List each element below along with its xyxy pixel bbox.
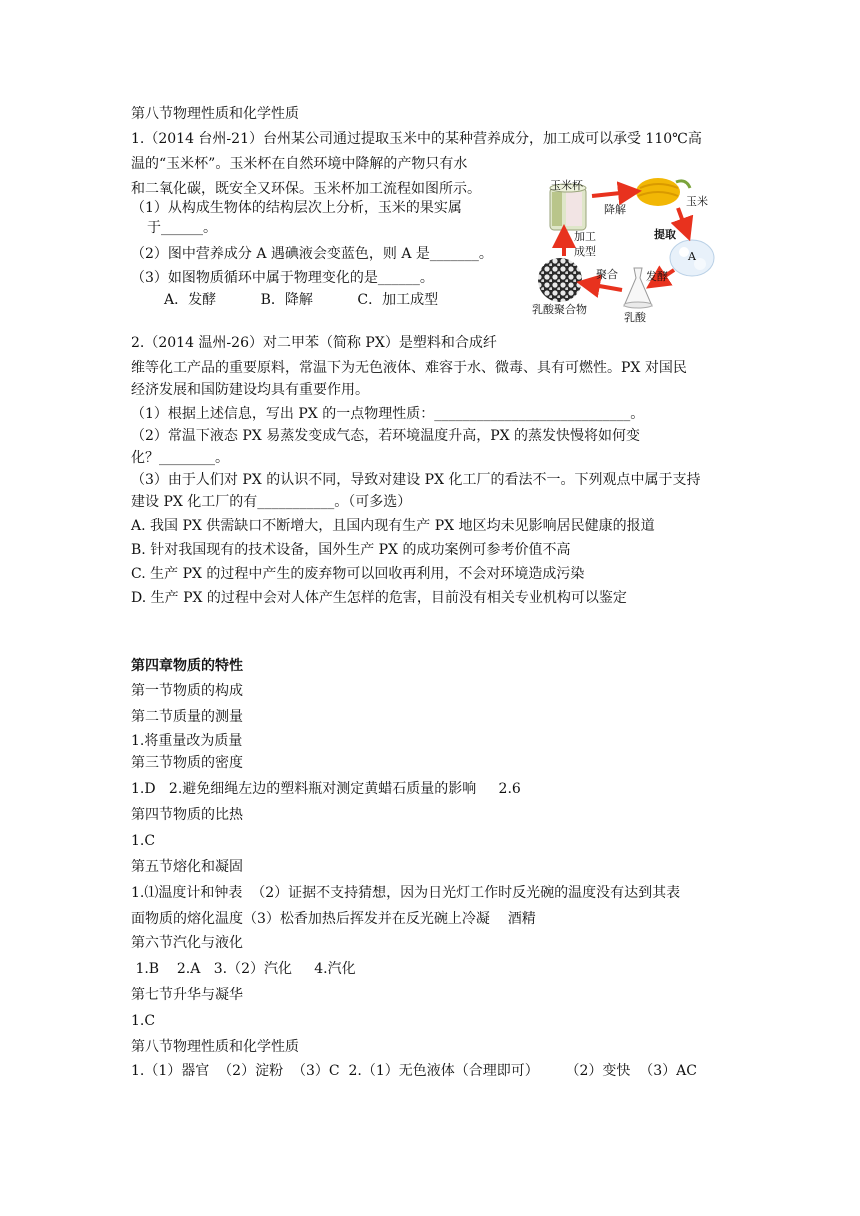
- answer-line: 1.B 2.A 3.（2）汽化 4.汽化: [131, 961, 356, 977]
- label-process-1: 加工: [574, 230, 596, 243]
- label-ferment: 发酵: [646, 270, 668, 283]
- label-process-2: 成型: [574, 245, 596, 258]
- q2-part1: （1）根据上述信息，写出 PX 的一点物理性质：____________________________。: [131, 406, 645, 422]
- q1-part1-b: 于______。: [147, 220, 217, 236]
- answer-line: 1.将重量改为质量: [131, 733, 243, 749]
- answer-line: 1.（1）器官 （2）淀粉 （3）C 2.（1）无色液体（合理即可） （2）变快 （3）AC: [131, 1063, 697, 1079]
- label-lactic-acid: 乳酸: [624, 311, 646, 324]
- q1-line-2: 温的“玉米杯”。玉米杯在自然环境中降解的产物只有水: [131, 156, 468, 172]
- q2-line-1: 2.（2014 温州-26）对二甲苯（简称 PX）是塑料和合成纤: [131, 335, 497, 351]
- answer-line: 1.D 2.避免细绳左边的塑料瓶对测定黄蜡石质量的影响 2.6: [131, 781, 521, 797]
- q2-option-c: C. 生产 PX 的过程中产生的废弃物可以回收再利用，不会对环境造成污染: [131, 566, 585, 582]
- q1-line-1: 1.（2014 台州-21）台州某公司通过提取玉米中的某种营养成分，加工成可以承受 110℃高: [131, 131, 702, 147]
- q2-option-a: A. 我国 PX 供需缺口不断增大，且国内现有生产 PX 地区均未见影响居民健康的报道: [131, 518, 655, 534]
- q2-part3-b: 建设 PX 化工厂的有___________。（可多选）: [131, 494, 412, 510]
- q2-part2-b: 化？________。: [131, 450, 229, 466]
- section-heading: 第八节物理性质和化学性质: [131, 106, 299, 122]
- arrow-cup-to-corn: [592, 192, 630, 196]
- q2-part2-a: （2）常温下液态 PX 易蒸发变成气态，若环境温度升高，PX 的蒸发快慢将如何变: [131, 428, 641, 444]
- answers-chapter-title: 第四章物质的特性: [131, 658, 243, 674]
- q1-options: A．发酵 B．降解 C．加工成型: [164, 292, 439, 308]
- corn-cup-cycle-figure: [528, 170, 728, 330]
- label-a: A: [688, 250, 696, 263]
- q1-part2: （2）图中营养成分 A 遇碘液会变蓝色，则 A 是_______。: [131, 246, 493, 262]
- answer-line: 第五节熔化和凝固: [131, 859, 243, 875]
- answer-line: 面物质的熔化温度（3）松香加热后挥发并在反光碗上冷凝 酒精: [131, 911, 536, 927]
- label-corn: 玉米: [686, 195, 708, 208]
- q2-line-2: 维等化工产品的重要原料，常温下为无色液体、难容于水、微毒、具有可燃性。PX 对国民: [131, 360, 687, 376]
- label-corn-cup: 玉米杯: [550, 179, 583, 192]
- q2-option-b: B. 针对我国现有的技术设备，国外生产 PX 的成功案例可参考价值不高: [131, 542, 571, 558]
- answer-line: 第七节升华与凝华: [131, 987, 243, 1003]
- q1-part3: （3）如图物质循环中属于物理变化的是______。: [131, 270, 434, 286]
- answer-line: 第八节物理性质和化学性质: [131, 1039, 299, 1055]
- answer-line: 1.C: [131, 833, 156, 849]
- q1-line-3: 和二氧化碳，既安全又环保。玉米杯加工流程如图所示。: [131, 181, 481, 197]
- q1-part1-a: （1）从构成生物体的结构层次上分析，玉米的果实属: [131, 200, 462, 216]
- answer-line: 第三节物质的密度: [131, 755, 243, 771]
- answer-line: 第一节物质的构成: [131, 683, 243, 699]
- answer-line: 1.⑴温度计和钟表 （2）证据不支持猜想，因为日光灯工作时反光碗的温度没有达到其表: [131, 885, 681, 901]
- arrow-corn-to-a: [678, 208, 686, 230]
- label-degrade: 降解: [604, 203, 626, 216]
- answer-line: 1.C: [131, 1013, 156, 1029]
- answer-line: 第四节物质的比热: [131, 807, 243, 823]
- label-extract: 提取: [654, 228, 676, 241]
- q2-option-d: D. 生产 PX 的过程中会对人体产生怎样的危害，目前没有相关专业机构可以鉴定: [131, 590, 627, 606]
- arrow-lactic-to-polymer: [588, 284, 622, 290]
- polymer-icon: [538, 258, 582, 302]
- q2-line-3: 经济发展和国防建设均具有重要作用。: [131, 382, 369, 398]
- q2-part3-a: （3）由于人们对 PX 的认识不同，导致对建设 PX 化工厂的看法不一。下列观点中属于支持: [131, 472, 701, 488]
- corn-icon: [636, 178, 690, 206]
- answer-line: 第二节质量的测量: [131, 709, 243, 725]
- label-polymerize: 聚合: [596, 268, 618, 281]
- answer-line: 第六节汽化与液化: [131, 935, 243, 951]
- label-polymer: 乳酸聚合物: [532, 303, 587, 316]
